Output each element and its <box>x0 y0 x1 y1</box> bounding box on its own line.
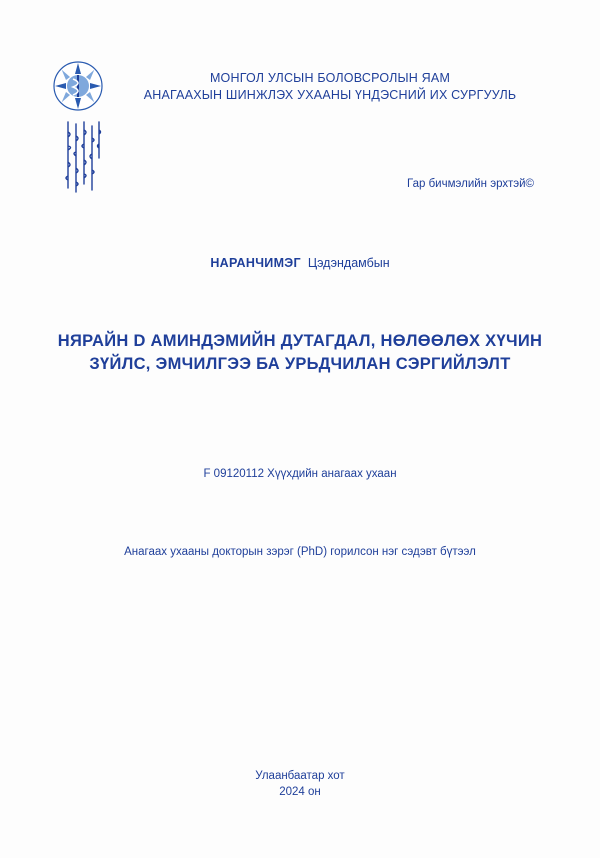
author-name <box>0 256 600 270</box>
author-surname: НАРАНЧИМЭГ <box>210 256 301 270</box>
city: Улаанбаатар хот <box>255 770 345 782</box>
thesis-title-line-1: НЯРАЙН D АМИНДЭМИЙН ДУТАГДАЛ, НӨЛӨӨЛӨХ ХҮЧИН <box>57 332 543 350</box>
degree-statement: Анагаах ухааны докторын зэрэг (PhD) горилсон нэг сэдэвт бүтээл <box>124 546 476 558</box>
author-given-name: Цэдэндамбын <box>307 256 390 270</box>
specialty-code: F 09120112 Хүүхдийн анагаах ухаан <box>203 468 397 480</box>
mongolian-script-emblem-icon <box>62 118 102 196</box>
ministry-name: МОНГОЛ УЛСЫН БОЛОВСРОЛЫН ЯАМ <box>209 71 451 85</box>
place-and-year <box>0 768 600 800</box>
year: 2024 он <box>279 786 321 798</box>
thesis-title <box>40 330 560 376</box>
thesis-title-line-2: ЗҮЙЛС, ЭМЧИЛГЭЭ БА УРЬДЧИЛАН СЭРГИЙЛЭЛТ <box>89 355 511 373</box>
institution-header <box>110 70 550 104</box>
university-emblem-icon <box>52 60 104 112</box>
university-name: АНАГААХЫН ШИНЖЛЭХ УХААНЫ ҮНДЭСНИЙ ИХ СУРГУУЛЬ <box>143 88 517 102</box>
copyright-note: Гар бичмэлийн эрхтэй© <box>407 178 534 190</box>
